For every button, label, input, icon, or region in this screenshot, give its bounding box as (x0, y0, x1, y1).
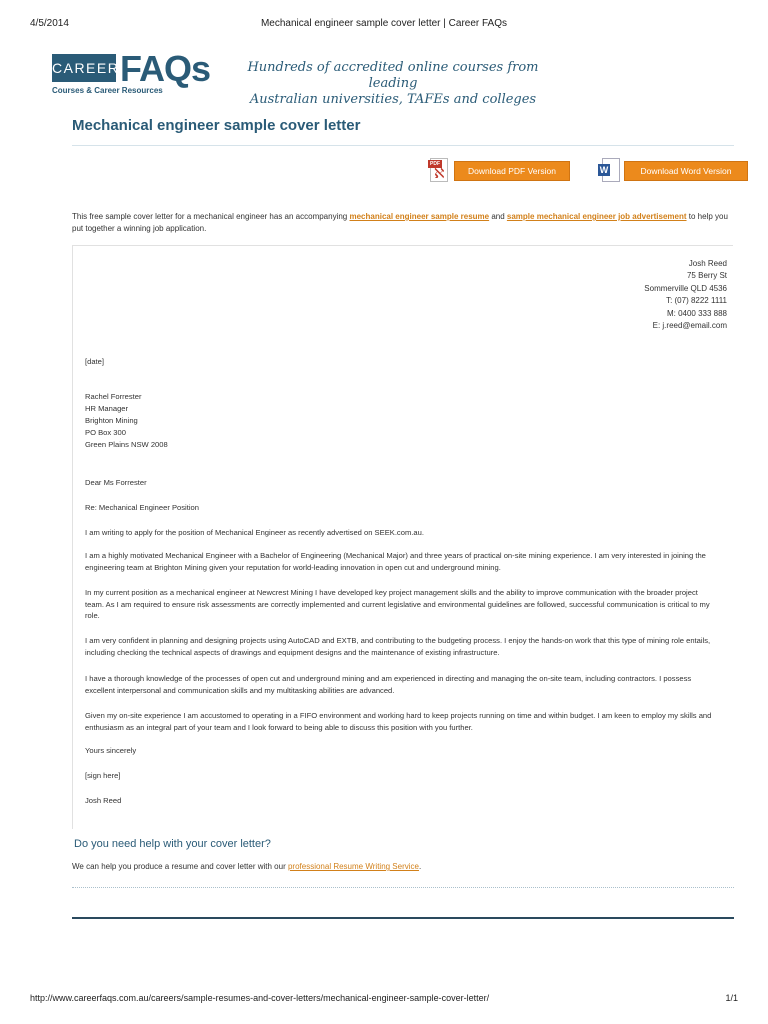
print-footer (30, 993, 738, 1007)
recipient-line: PO Box 300 (85, 428, 126, 437)
page-title: Mechanical engineer sample cover letter (72, 117, 361, 134)
job-ad-link[interactable]: sample mechanical engineer job advertisement (506, 212, 687, 221)
sender-line: Josh Reed (688, 259, 727, 268)
logo-subtitle: Courses & Career Resources (52, 86, 163, 95)
help-heading: Do you need help with your cover letter? (74, 838, 271, 850)
dotted-divider (72, 887, 734, 888)
logo-career-text: CAREER (52, 54, 116, 82)
letter-date: [date] (85, 357, 104, 366)
recipient-line: Brighton Mining (85, 416, 138, 425)
title-divider (72, 145, 734, 146)
recipient-line: Rachel Forrester (85, 392, 142, 401)
signer-name: Josh Reed (85, 796, 122, 805)
footer-bar (72, 917, 734, 919)
help-text-after: . (418, 862, 422, 871)
print-header (30, 18, 738, 32)
word-doc-icon: W (598, 158, 620, 184)
sender-line: Sommerville QLD 4536 (644, 283, 727, 293)
paragraph-4: I am very confident in planning and designing projects using AutoCAD and EXTB, and contributing to the budgeting process. I enjoy the hands-on work that this type of mining role entails, including checking the technical aspects of drawings and equipment designs and the maintenance of existing infrastructure. (85, 636, 711, 657)
help-text (72, 862, 421, 871)
logo-faqs-text: FAQs (120, 48, 211, 89)
sender-line: 75 Berry St (686, 271, 727, 281)
paragraph-5: I have a thorough knowledge of the processes of open cut and underground mining and am experienced in directing and managing the on-site team, including contractors. I possess excellent interpersonal and communication skills and my multitasking abilities are advanced. (85, 674, 692, 695)
paragraph-3: In my current position as a mechanical engineer at Newcrest Mining I have developed key project management skills and the ability to improve communication with the broader project team. As I am required to ensure risk assessments are correctly implemented and current legislative and environmental guidelines are followed, successful communication is critical to my role. (85, 588, 710, 620)
download-pdf-button[interactable]: Download PDF Version (454, 161, 570, 181)
sender-line: T: (07) 8222 1111 (666, 296, 727, 306)
print-page-title: Mechanical engineer sample cover letter | Career FAQs (260, 18, 508, 29)
subject-line: Re: Mechanical Engineer Position (85, 503, 199, 512)
tagline-line-1: Hundreds of accredited online courses from leading (247, 60, 539, 91)
resume-service-link[interactable]: professional Resume Writing Service (287, 862, 419, 871)
careerfaqs-logo[interactable] (52, 48, 222, 98)
download-word-button[interactable]: Download Word Version (624, 161, 748, 181)
pdf-icon: PDF ℵ (428, 158, 450, 184)
recipient-address (85, 391, 715, 451)
page-number: 1/1 (725, 993, 738, 1003)
intro-text-after: to help you put together a winning job application. (72, 212, 728, 233)
download-pdf[interactable] (428, 158, 570, 184)
sender-address (644, 258, 727, 332)
tagline-line-2: Australian universities, TAFEs and colleges (249, 92, 537, 107)
resume-link[interactable]: mechanical engineer sample resume (349, 212, 490, 221)
intro-text-middle: and (489, 212, 507, 221)
salutation: Dear Ms Forrester (85, 478, 147, 487)
intro-paragraph (72, 211, 732, 235)
signature-placeholder: [sign here] (85, 771, 121, 780)
help-text-before: We can help you produce a resume and cover letter with our (72, 862, 288, 871)
paragraph-6: Given my on-site experience I am accustomed to operating in a FIFO environment and working hard to keep projects running on time and within budget. I am keen to employ my skills and enthusiasm as an integral part of your team and I look forward to being able to discuss this position with you further. (85, 711, 712, 732)
paragraph-2: I am a highly motivated Mechanical Engineer with a Bachelor of Engineering (Mechanical Major) and three years of practical on-site mining experience. I am very interested in joining the engineering team at Brighton Mining given your reputation for world-leading innovation in open cut and underground mining. (85, 551, 706, 572)
sender-line: E: j.reed@email.com (652, 321, 727, 331)
recipient-line: HR Manager (85, 404, 129, 413)
recipient-line: Green Plains NSW 2008 (85, 440, 168, 449)
intro-text-before: This free sample cover letter for a mechanical engineer has an accompanying (72, 212, 350, 221)
closing: Yours sincerely (85, 746, 137, 755)
download-word[interactable] (598, 158, 748, 184)
cover-letter (72, 245, 733, 829)
tagline (228, 60, 558, 108)
print-url: http://www.careerfaqs.com.au/careers/sample-resumes-and-cover-letters/mechanical-engineer-sample-cover-letter/ (30, 993, 490, 1003)
sender-line: M: 0400 333 888 (666, 308, 727, 318)
print-date: 4/5/2014 (30, 18, 69, 29)
paragraph-1: I am writing to apply for the position of Mechanical Engineer as recently advertised on SEEK.com.au. (85, 528, 424, 537)
